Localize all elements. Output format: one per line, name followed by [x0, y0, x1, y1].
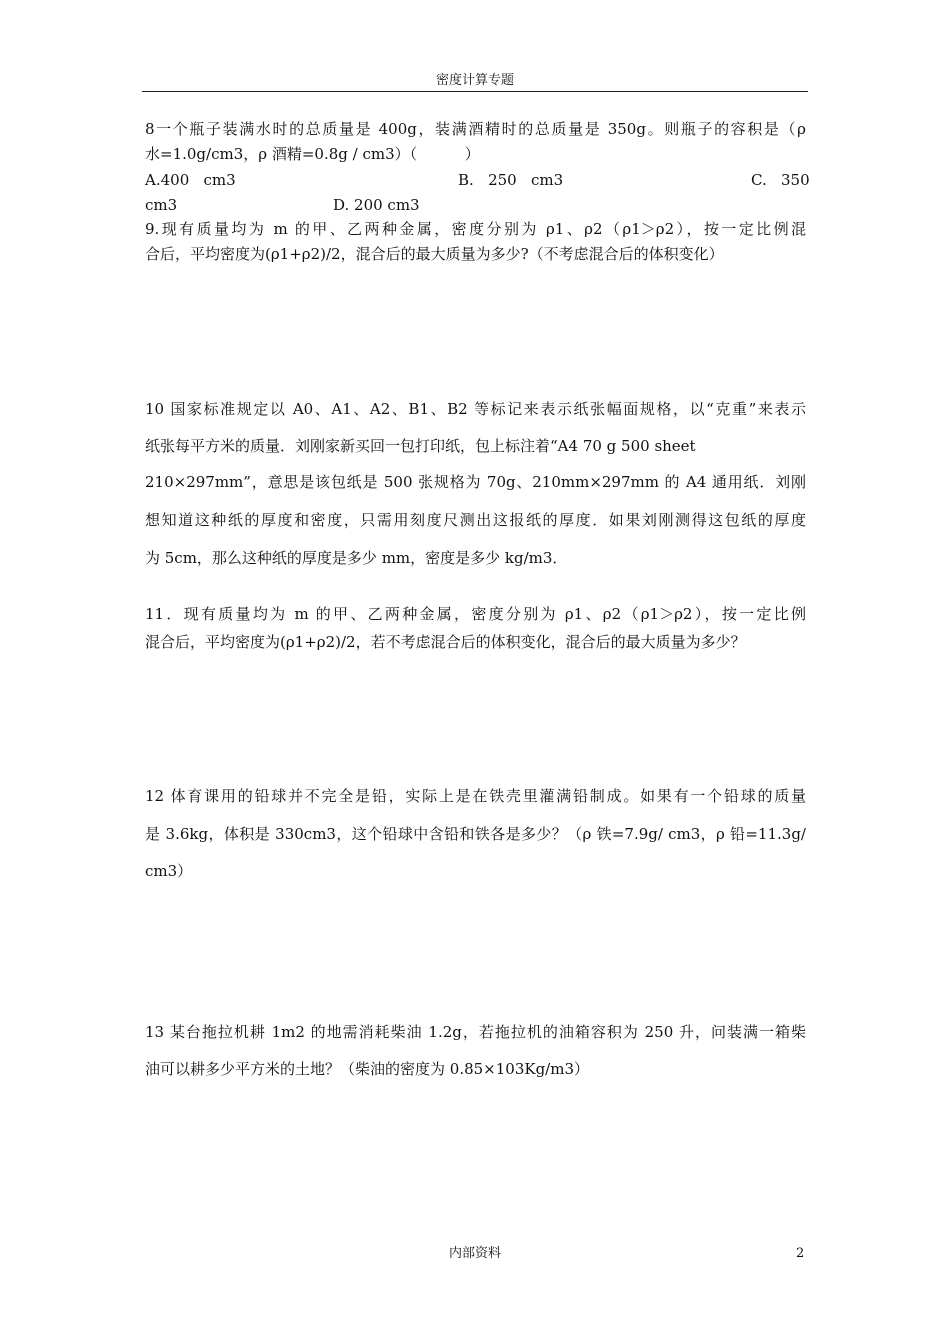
- question-9-line-2: 合后，平均密度为(ρ1+ρ2)/2，混合后的最大质量为多少?（不考虑混合后的体积变化）: [145, 245, 724, 263]
- question-10-line-2: 纸张每平方米的质量．刘刚家新买回一包打印纸，包上标注着“A4 70 g 500 sheet: [145, 437, 696, 455]
- question-10-line-3: 210×297mm”，意思是该包纸是 500 张规格为 70g、210mm×297mm 的 A4 通用纸．刘刚: [145, 473, 806, 491]
- header-divider: [142, 91, 808, 92]
- question-8-option-d: D. 200 cm3: [333, 196, 420, 214]
- question-13-line-1: 13 某台拖拉机耕 1m2 的地需消耗柴油 1.2g，若拖拉机的油箱容积为 250 升，问装满一箱柴: [145, 1023, 806, 1041]
- question-8-option-b: B. 250 cm3: [458, 171, 564, 189]
- question-8-option-a: A.400 cm3: [145, 171, 236, 189]
- footer-text: 内部资料: [448, 1246, 501, 1261]
- question-12-line-2: 是 3.6kg，体积是 330cm3，这个铅球中含铅和铁各是多少？（ρ 铁=7.9g/ cm3，ρ 铅=11.3g/: [145, 825, 806, 843]
- question-8-line-1: 8一个瓶子装满水时的总质量是 400g，装满酒精时的总质量是 350g。则瓶子的容积是（ρ: [145, 120, 806, 138]
- question-9-line-1: 9.现有质量均为 m 的甲、乙两种金属，密度分别为 ρ1、ρ2（ρ1＞ρ2），按一定比例混: [145, 220, 806, 238]
- question-8-option-c-unit: cm3: [145, 196, 178, 214]
- question-10-line-4: 想知道这种纸的厚度和密度，只需用刻度尺测出这报纸的厚度．如果刘刚测得这包纸的厚度: [145, 511, 806, 529]
- question-10-line-1: 10 国家标准规定以 A0、A1、A2、B1、B2 等标记来表示纸张幅面规格，以“克重”来表示: [145, 400, 806, 418]
- question-11-line-2: 混合后，平均密度为(ρ1+ρ2)/2，若不考虑混合后的体积变化，混合后的最大质量为多少？: [145, 633, 746, 651]
- header-title: 密度计算专题: [435, 73, 514, 88]
- question-8-line-2: 水=1.0g/cm3，ρ 酒精=0.8g / cm3）（ ）: [145, 145, 480, 163]
- question-12-line-3: cm3）: [145, 862, 193, 880]
- question-8-option-c: C. 350: [751, 171, 810, 189]
- question-13-line-2: 油可以耕多少平方米的土地？（柴油的密度为 0.85×103Kg/m3）: [145, 1060, 589, 1078]
- question-12-line-1: 12 体育课用的铅球并不完全是铅，实际上是在铁壳里灌满铅制成。如果有一个铅球的质量: [145, 787, 806, 805]
- question-10-line-5: 为 5cm，那么这种纸的厚度是多少 mm，密度是多少 kg/m3．: [145, 549, 568, 567]
- question-11-line-1: 11．现有质量均为 m 的甲、乙两种金属，密度分别为 ρ1、ρ2（ρ1＞ρ2），按一定比例: [145, 605, 806, 623]
- page-number: 2: [796, 1246, 805, 1261]
